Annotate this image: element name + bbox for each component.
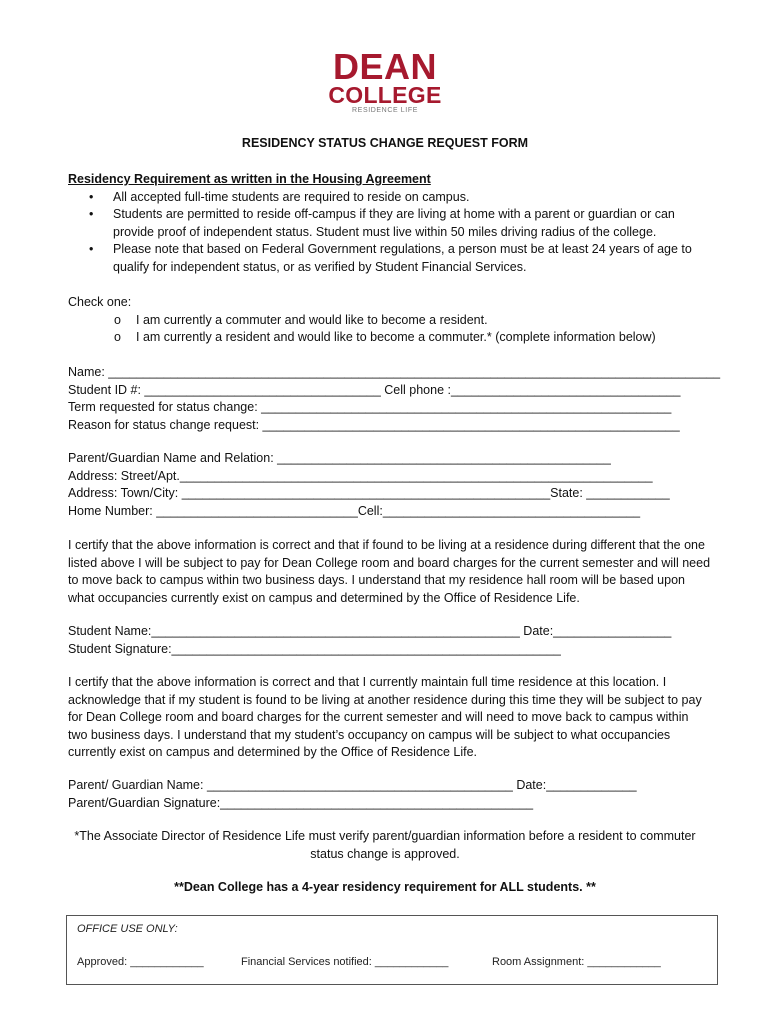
requirements-section bbox=[68, 171, 718, 276]
requirements-list bbox=[68, 189, 718, 277]
residency-requirement-note: **Dean College has a 4-year residency requirement for ALL students. ** bbox=[174, 880, 596, 894]
guardian-signature-field[interactable]: Parent/Guardian Signature:_____________________________________________ bbox=[68, 795, 534, 810]
student-id-cell-field[interactable]: Student ID #: __________________________________ Cell phone :_________________________________ bbox=[68, 382, 681, 397]
radio-circle-icon[interactable]: o bbox=[114, 330, 121, 344]
dean-college-logo bbox=[300, 46, 470, 122]
guardian-info-section bbox=[68, 450, 728, 520]
address-street-field[interactable]: Address: Street/Apt.____________________________________________________________________ bbox=[68, 468, 653, 483]
address-town-state-field[interactable]: Address: Town/City: _____________________________________________________State: ____________ bbox=[68, 486, 670, 500]
verification-note: *The Associate Director of Residence Life must verify parent/guardian information before a resident to commuter status change is approved. bbox=[74, 829, 696, 861]
guardian-name-relation-field[interactable]: Parent/Guardian Name and Relation: ________________________________________________ bbox=[68, 451, 611, 465]
requirement-item: • Please note that based on Federal Government regulations, a person must be at least 24 years of age to qualify for independent status, or as verified by Student Financial Services. bbox=[89, 242, 692, 274]
check-one-section bbox=[68, 294, 718, 347]
reason-field[interactable]: Reason for status change request: ____________________________________________________________ bbox=[68, 417, 680, 432]
option-commuter-to-resident[interactable]: o I am currently a commuter and would like to become a resident. bbox=[114, 312, 718, 330]
student-info-section bbox=[68, 364, 728, 434]
logo-line-college: COLLEGE bbox=[328, 82, 442, 108]
guardian-certification: I certify that the above information is correct and that I currently maintain full time residence at this location. I acknowledge that if my student is found to be living at another residence during this time they will be subject to pay for Dean College room and board charges for the current semester and will need to move back to campus within two business days. I understand that my student’s occupancy on campus will be subject to what occupancies currently exist on campus and determined by the Office of Residence Life. bbox=[68, 675, 702, 759]
requirements-heading: Residency Requirement as written in the Housing Agreement bbox=[68, 172, 431, 186]
room-assignment-field[interactable]: Room Assignment: ____________ bbox=[492, 956, 661, 968]
office-use-heading: OFFICE USE ONLY: bbox=[77, 923, 178, 935]
student-name-field[interactable]: Name: ________________________________________________________________________________________ bbox=[68, 365, 721, 379]
bullet-icon: • bbox=[89, 189, 94, 204]
student-signature-field[interactable]: Student Signature:________________________________________________________ bbox=[68, 641, 561, 656]
home-cell-number-field[interactable]: Home Number: _____________________________Cell:_____________________________________ bbox=[68, 503, 641, 518]
financial-services-field[interactable]: Financial Services notified: ____________ bbox=[241, 956, 449, 968]
office-use-box bbox=[66, 915, 718, 985]
term-requested-field[interactable]: Term requested for status change: ___________________________________________________________ bbox=[68, 400, 672, 414]
student-certification: I certify that the above information is correct and that if found to be living at a residence during different that the one listed above I will be subject to pay for Dean College room and board charges for the current semester and will need to move back to campus within two business days. I understand that my residence hall room will be based upon what occupancies currently exist on campus and determined by the Office of Residence Life. bbox=[68, 538, 711, 605]
bullet-icon: • bbox=[89, 242, 94, 256]
guardian-name-date-field[interactable]: Parent/ Guardian Name: ____________________________________________ Date:_____________ bbox=[68, 778, 637, 792]
bullet-icon: • bbox=[89, 207, 94, 221]
radio-circle-icon[interactable]: o bbox=[114, 312, 121, 327]
form-title: RESIDENCY STATUS CHANGE REQUEST FORM bbox=[241, 136, 529, 150]
check-one-label: Check one: bbox=[68, 295, 132, 309]
requirement-item: • All accepted full-time students are required to reside on campus. bbox=[113, 189, 718, 207]
guardian-signature-section bbox=[68, 777, 728, 812]
logo-line-residence-life: RESIDENCE LIFE bbox=[352, 107, 418, 114]
student-name-date-field[interactable]: Student Name:_____________________________________________________ Date:_________________ bbox=[68, 624, 672, 638]
logo-line-dean: DEAN bbox=[332, 46, 437, 87]
option-resident-to-commuter[interactable]: o I am currently a resident and would like to become a commuter.* (complete information below) bbox=[114, 329, 718, 347]
student-signature-section bbox=[68, 623, 728, 658]
requirement-item: • Students are permitted to reside off-campus if they are living at home with a parent or guardian or can provide proof of independent status. Student must live within 50 miles driving radius of the college. bbox=[89, 207, 675, 239]
approved-field[interactable]: Approved: ____________ bbox=[77, 956, 204, 968]
